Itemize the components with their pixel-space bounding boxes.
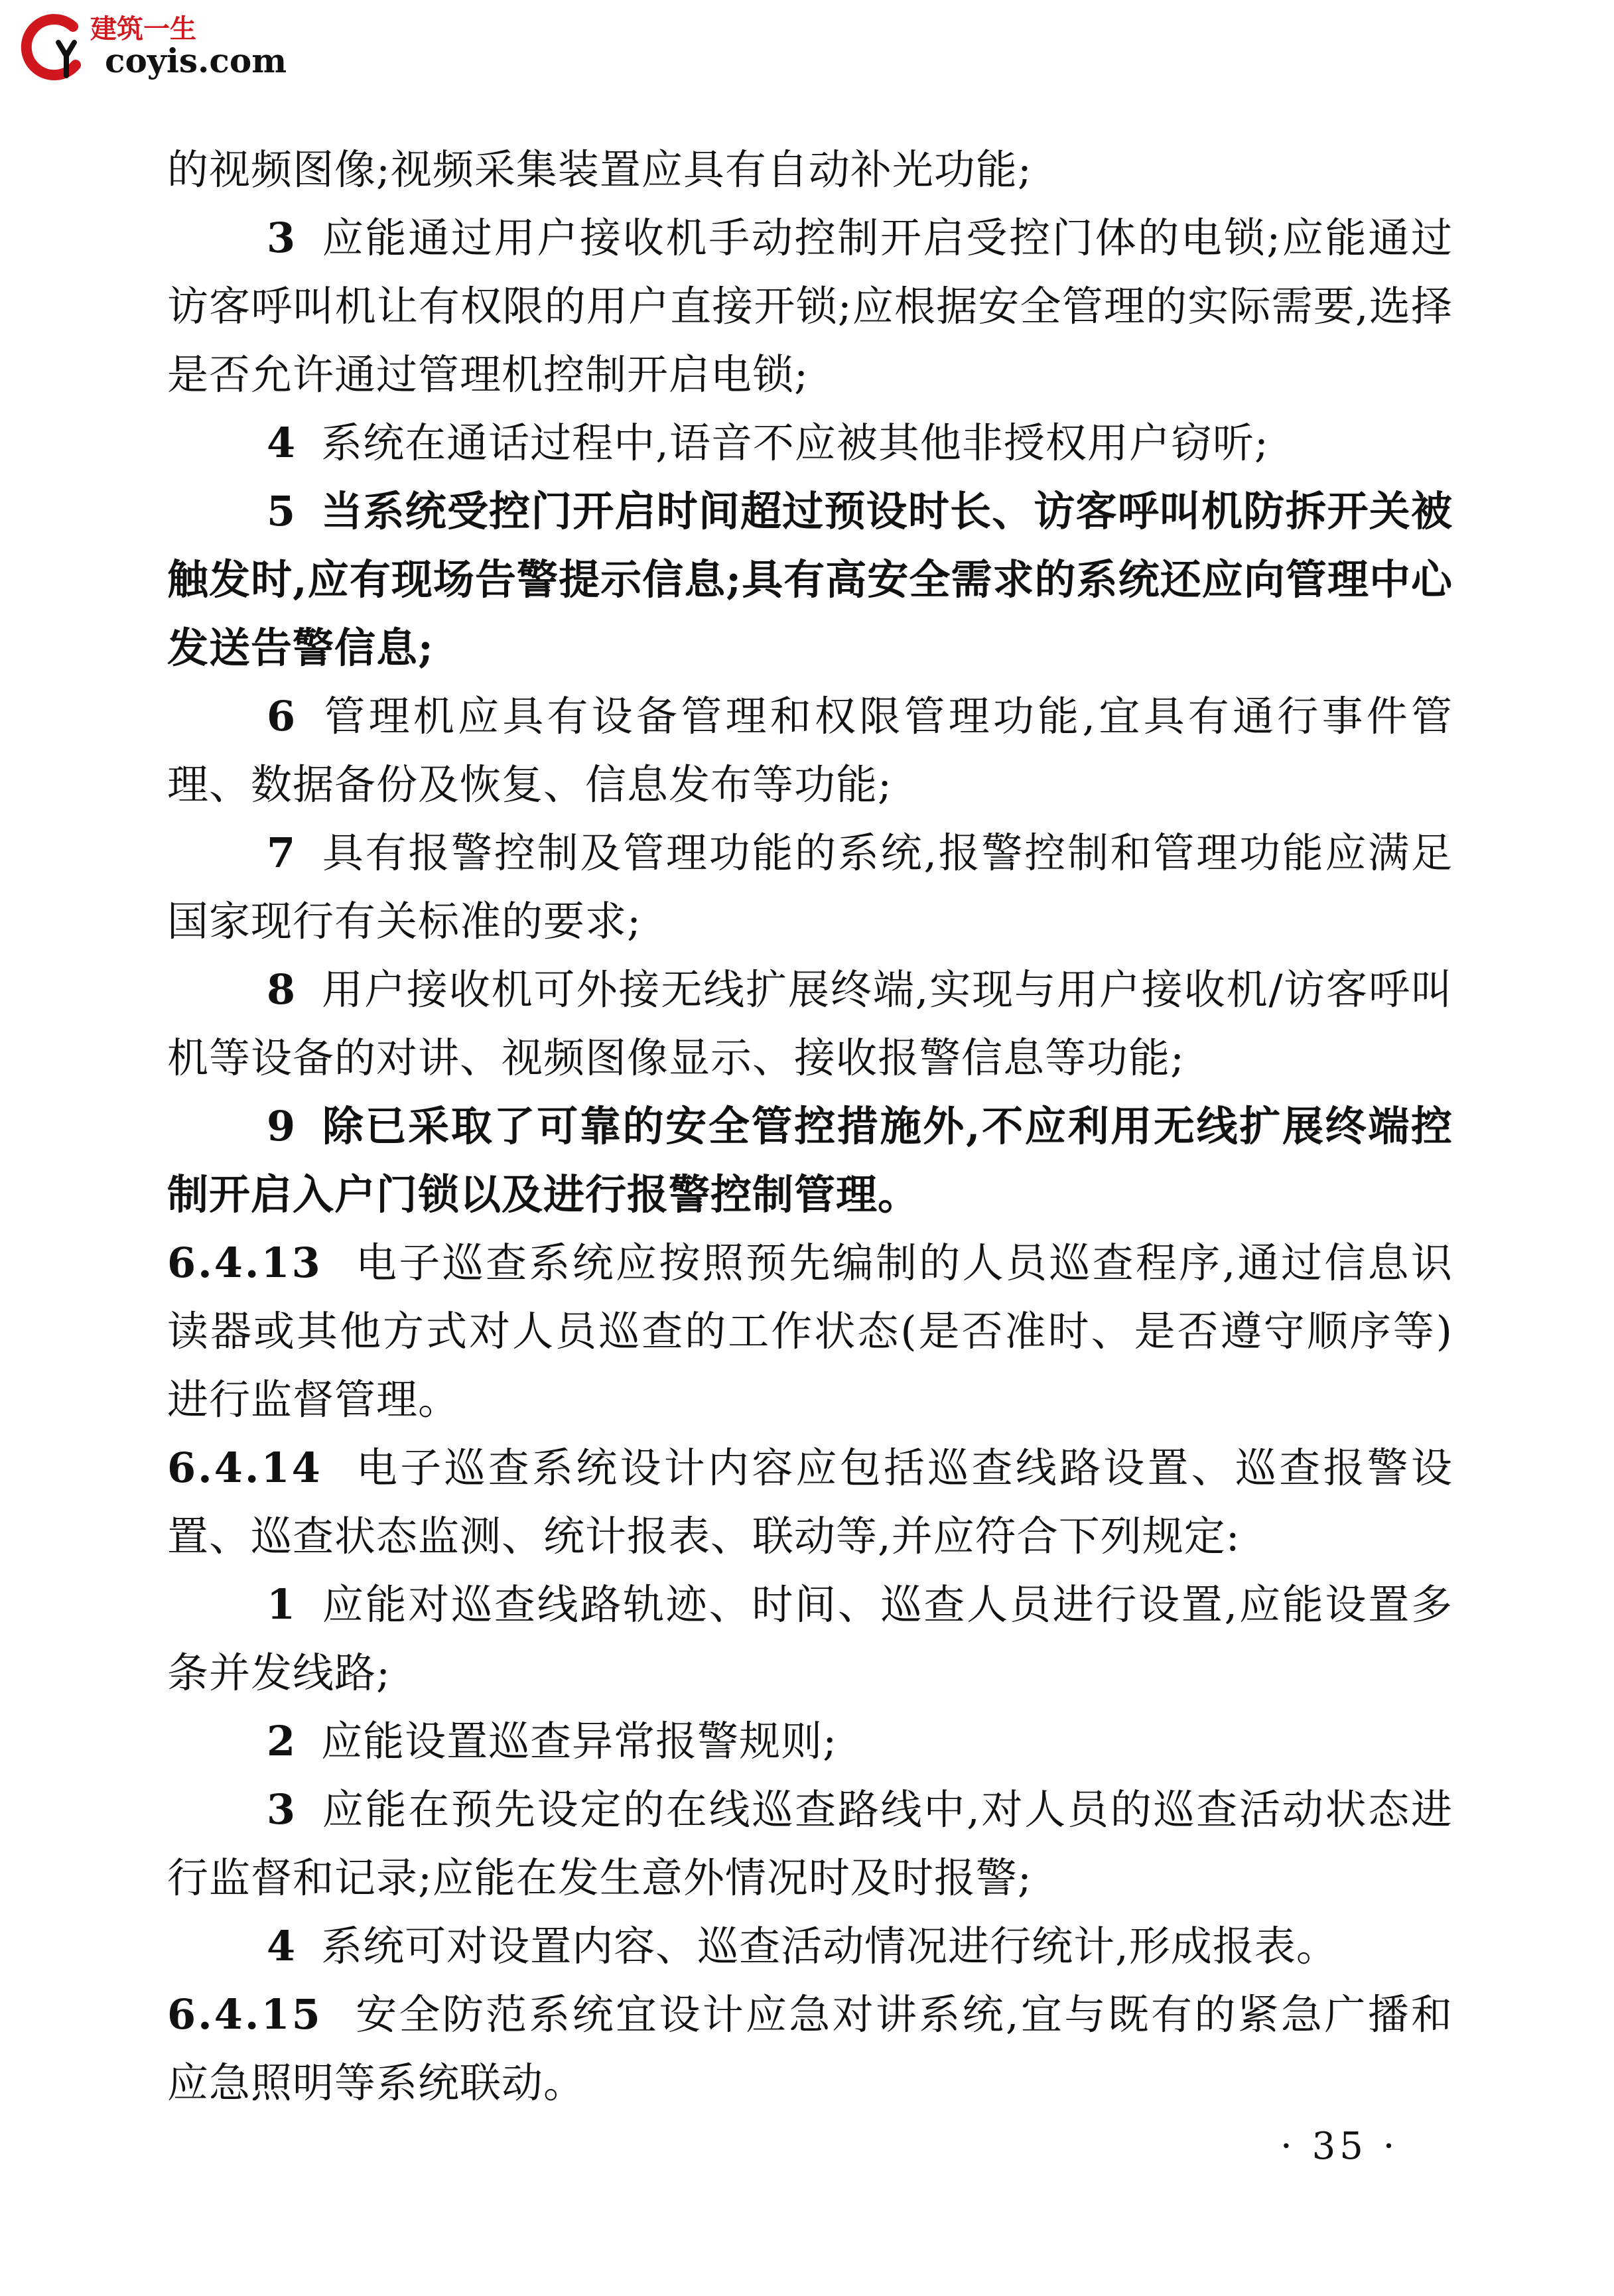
paragraph-continuation [167,135,1453,204]
clause-6-4-15 [167,1980,1453,2117]
list-item-8 [167,955,1453,1092]
clause-text: 安全防范系统宜设计应急对讲系统,宜与既有的紧急广播和应急照明等系统联动。 [167,1990,1453,2107]
list-item-4b [167,1912,1453,1980]
item-text: 应能在预先设定的在线巡查路线中,对人员的巡查活动状态进行监督和记录;应能在发生意外情况时及时报警; [167,1785,1453,1902]
list-item-3 [167,204,1453,409]
item-number: 4 [267,419,297,467]
list-item-7 [167,819,1453,955]
clause-number: 6.4.15 [167,1990,322,2039]
item-number: 2 [267,1717,297,1765]
list-item-3b [167,1775,1453,1912]
item-text: 应能对巡查线路轨迹、时间、巡查人员进行设置,应能设置多条并发线路; [167,1580,1453,1697]
item-text: 用户接收机可外接无线扩展终端,实现与用户接收机/访客呼叫机等设备的对讲、视频图像显示、接收报警信息等功能; [167,965,1453,1082]
item-number: 5 [267,487,297,535]
item-text: 除已采取了可靠的安全管控措施外,不应利用无线扩展终端控制开启入户门锁以及进行报警控制管理。 [167,1102,1453,1219]
clause-number: 6.4.14 [167,1444,322,1492]
list-item-2 [167,1707,1453,1775]
page-number: · 35 · [1280,2125,1399,2168]
item-text: 当系统受控门开启时间超过预设时长、访客呼叫机防拆开关被触发时,应有现场告警提示信息;具有高安全需求的系统还应向管理中心发送告警信息; [167,487,1453,672]
list-item-4 [167,409,1453,477]
item-number: 3 [267,214,297,262]
clause-6-4-13 [167,1229,1453,1434]
clause-6-4-14 [167,1434,1453,1570]
coyis-logo-icon [12,7,98,93]
item-number: 1 [267,1580,297,1629]
list-item-1 [167,1570,1453,1707]
clause-number: 6.4.13 [167,1239,322,1287]
item-number: 6 [267,692,297,740]
item-text: 应能设置巡查异常报警规则; [321,1717,838,1765]
list-item-9-mandatory [167,1092,1453,1229]
logo-url: coyis.com [105,41,287,80]
list-item-5-mandatory [167,477,1453,682]
item-number: 3 [267,1785,297,1834]
item-text: 管理机应具有设备管理和权限管理功能,宜具有通行事件管理、数据备份及恢复、信息发布等功能; [167,692,1453,809]
paragraph-text: 的视频图像;视频采集装置应具有自动补光功能; [167,145,1032,194]
site-logo [12,7,291,93]
item-text: 具有报警控制及管理功能的系统,报警控制和管理功能应满足国家现行有关标准的要求; [167,829,1453,945]
item-number: 9 [267,1102,297,1150]
document-body [167,135,1453,2117]
item-text: 应能通过用户接收机手动控制开启受控门体的电锁;应能通过访客呼叫机让有权限的用户直接开锁;应根据安全管理的实际需要,选择是否允许通过管理机控制开启电锁; [167,214,1453,399]
item-number: 8 [267,965,297,1014]
clause-text: 电子巡查系统应按照预先编制的人员巡查程序,通过信息识读器或其他方式对人员巡查的工作状态(是否准时、是否遵守顺序等)进行监督管理。 [167,1239,1453,1424]
item-number: 7 [267,829,297,877]
item-number: 4 [267,1922,297,1970]
clause-text: 电子巡查系统设计内容应包括巡查线路设置、巡查报警设置、巡查状态监测、统计报表、联动等,并应符合下列规定: [167,1444,1453,1560]
item-text: 系统在通话过程中,语音不应被其他非授权用户窃听; [321,419,1269,467]
list-item-6 [167,682,1453,819]
item-text: 系统可对设置内容、巡查活动情况进行统计,形成报表。 [321,1922,1338,1970]
logo-title: 建筑一生 [90,14,196,44]
